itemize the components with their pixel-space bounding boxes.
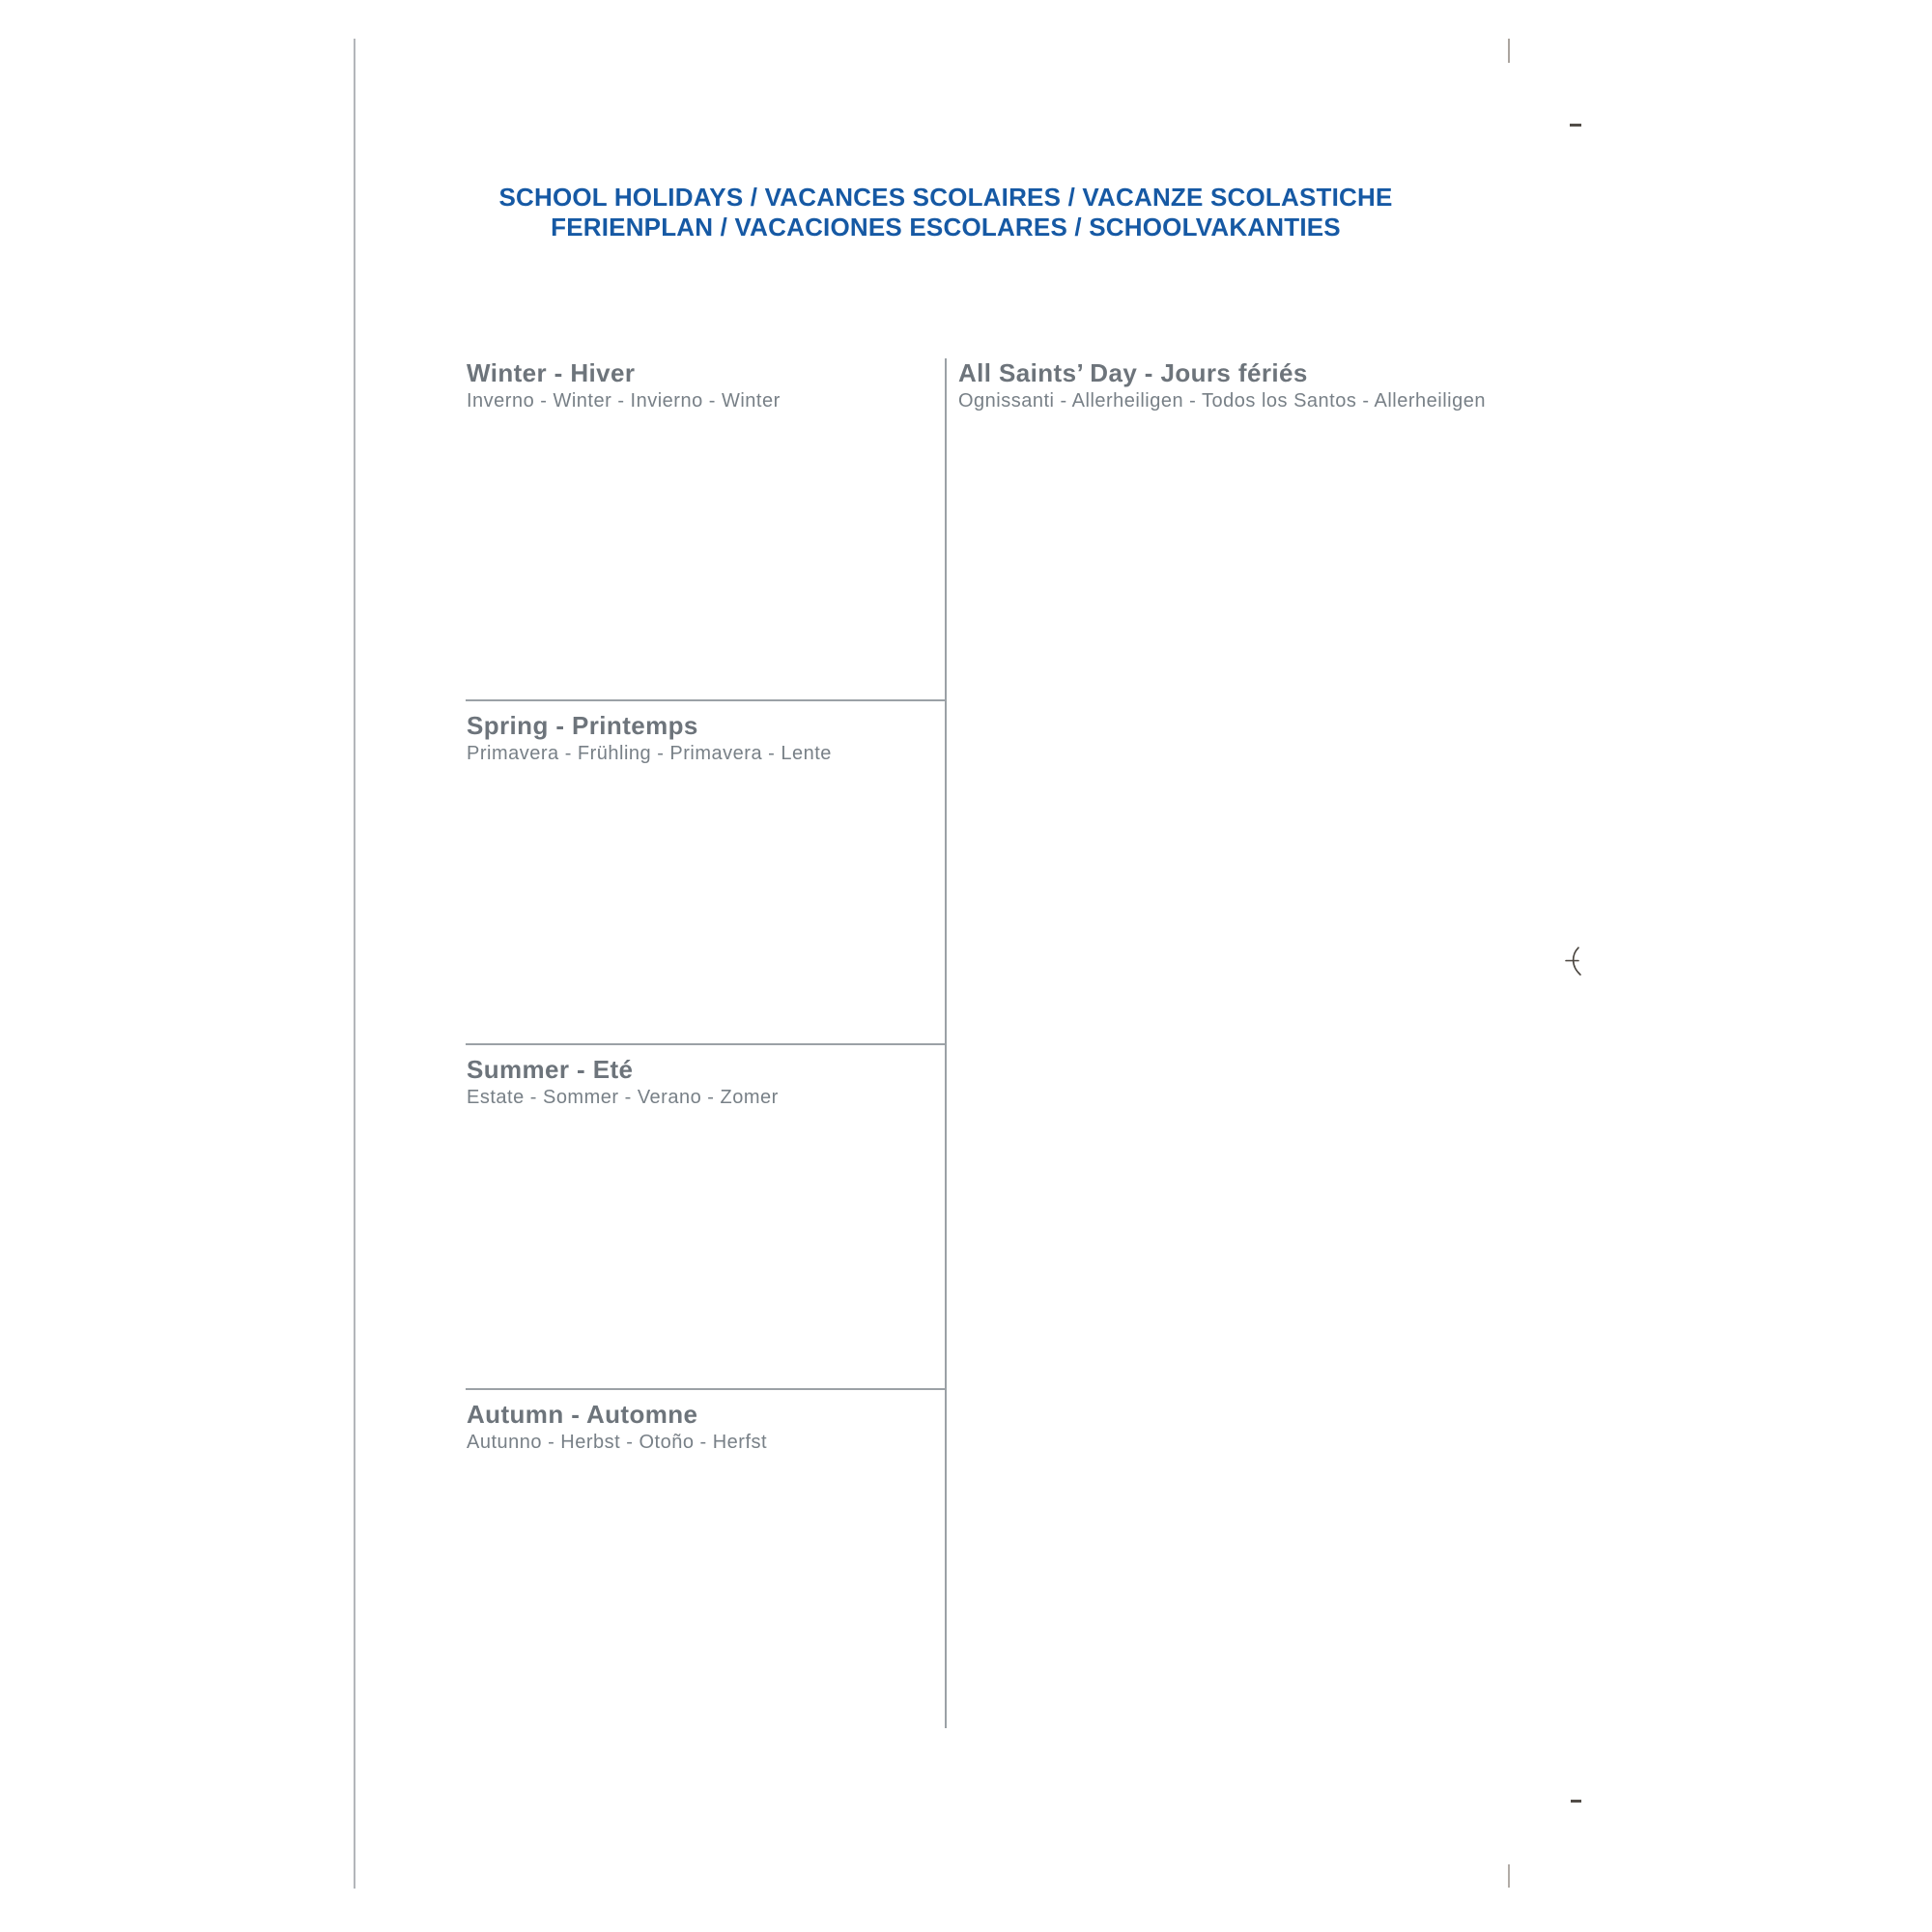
page-edge-rule (354, 39, 355, 1889)
trim-tick-top-icon (1508, 39, 1510, 63)
section-winter-title: Winter - Hiver (467, 358, 636, 387)
trim-dash-bottom-icon (1571, 1800, 1581, 1803)
section-spring (467, 711, 940, 766)
section-spring-title: Spring - Printemps (467, 711, 698, 740)
section-autumn (467, 1400, 940, 1455)
section-winter-subtitle: Inverno - Winter - Invierno - Winter (467, 390, 781, 412)
trim-tick-bottom-icon (1508, 1864, 1510, 1888)
section-spring-subtitle: Primavera - Frühling - Primavera - Lente (467, 743, 832, 764)
section-divider-winter-spring (466, 699, 945, 701)
section-divider-summer-autumn (466, 1388, 945, 1390)
trim-dash-top-icon (1570, 124, 1581, 127)
column-divider-rule (945, 358, 947, 1728)
section-autumn-subtitle: Autunno - Herbst - Otoño - Herfst (467, 1432, 768, 1453)
registration-mark-icon (1564, 946, 1585, 977)
page-title (466, 183, 1426, 242)
section-divider-spring-summer (466, 1043, 945, 1045)
section-all-saints-day (958, 358, 1499, 413)
section-winter (467, 358, 940, 413)
section-summer-subtitle: Estate - Sommer - Verano - Zomer (467, 1087, 779, 1108)
section-summer-title: Summer - Eté (467, 1055, 634, 1084)
section-all-saints-day-title: All Saints’ Day - Jours fériés (958, 358, 1308, 387)
page-title-line1: SCHOOL HOLIDAYS / VACANCES SCOLAIRES / VACANZE SCOLASTICHE (498, 183, 1393, 212)
section-all-saints-day-subtitle: Ognissanti - Allerheiligen - Todos los Santos - Allerheiligen (958, 390, 1486, 412)
page-title-line2: FERIENPLAN / VACACIONES ESCOLARES / SCHOOLVAKANTIES (551, 213, 1341, 242)
section-summer (467, 1055, 940, 1110)
section-autumn-title: Autumn - Automne (467, 1400, 698, 1429)
